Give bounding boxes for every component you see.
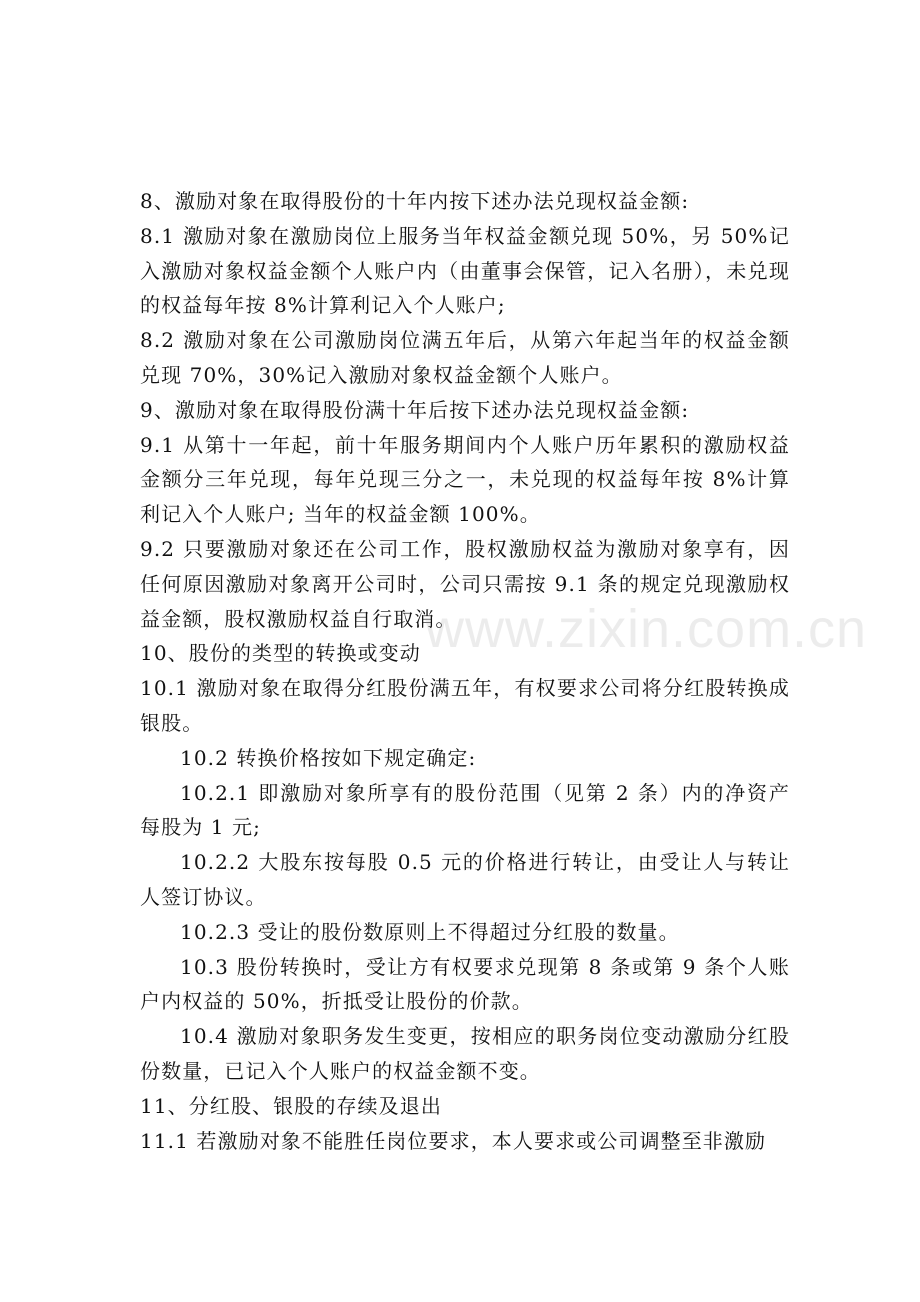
paragraph-11-1: 11.1 若激励对象不能胜任岗位要求，本人要求或公司调整至非激励 xyxy=(140,1128,767,1153)
paragraph-9: 9、激励对象在取得股份满十年后按下述办法兑现权益金额: xyxy=(140,397,690,422)
paragraph-10-2-1: 10.2.1 即激励对象所享有的股份范围（见第 2 条）内的净资产每股为 1 元; xyxy=(140,780,790,840)
paragraph-10-2-2: 10.2.2 大股东按每股 0.5 元的价格进行转让，由受让人与转让人签订协议。 xyxy=(140,850,790,909)
watermark-text: www.zixin.com.cn xyxy=(425,599,868,659)
paragraph-11: 11、分红股、银股的存续及退出 xyxy=(140,1093,442,1118)
paragraph-9-2: 9.2 只要激励对象还在公司工作，股权激励权益为激励对象享有，因任何原因激励对象离开公司时，公司只需按 9.1 条的规定兑现激励权益金额，股权激励权益自行取消。 xyxy=(140,536,790,631)
document-body xyxy=(140,184,790,1158)
paragraph-9-1: 9.1 从第十一年起，前十年服务期间内个人账户历年累积的激励权益金额分三年兑现，每年兑现三分之一，未兑现的权益每年按 8%计算利记入个人账户; 当年的权益金额 100%。 xyxy=(140,432,790,527)
paragraph-10-2-3: 10.2.3 受让的股份数原则上不得超过分红股的数量。 xyxy=(180,919,680,944)
paragraph-10: 10、股份的类型的转换或变动 xyxy=(140,641,421,666)
paragraph-8-2: 8.2 激励对象在公司激励岗位满五年后，从第六年起当年的权益金额兑现 70%，30%记入激励对象权益金额个人账户。 xyxy=(140,328,790,387)
paragraph-10-3: 10.3 股份转换时，受让方有权要求兑现第 8 条或第 9 条个人账户内权益的 50%，折抵受让股份的价款。 xyxy=(140,954,790,1014)
paragraph-8-1: 8.1 激励对象在激励岗位上服务当年权益金额兑现 50%，另 50%记入激励对象权益金额个人账户内（由董事会保管，记入名册），未兑现的权益每年按 8%计算利记入个人账户; xyxy=(140,223,790,318)
paragraph-10-4: 10.4 激励对象职务发生变更，按相应的职务岗位变动激励分红股份数量，已记入个人账户的权益金额不变。 xyxy=(140,1024,790,1083)
paragraph-10-1: 10.1 激励对象在取得分红股份满五年，有权要求公司将分红股转换成银股。 xyxy=(140,676,790,735)
paragraph-8: 8、激励对象在取得股份的十年内按下述办法兑现权益金额: xyxy=(140,189,690,213)
paragraph-10-2: 10.2 转换价格按如下规定确定: xyxy=(180,745,477,770)
